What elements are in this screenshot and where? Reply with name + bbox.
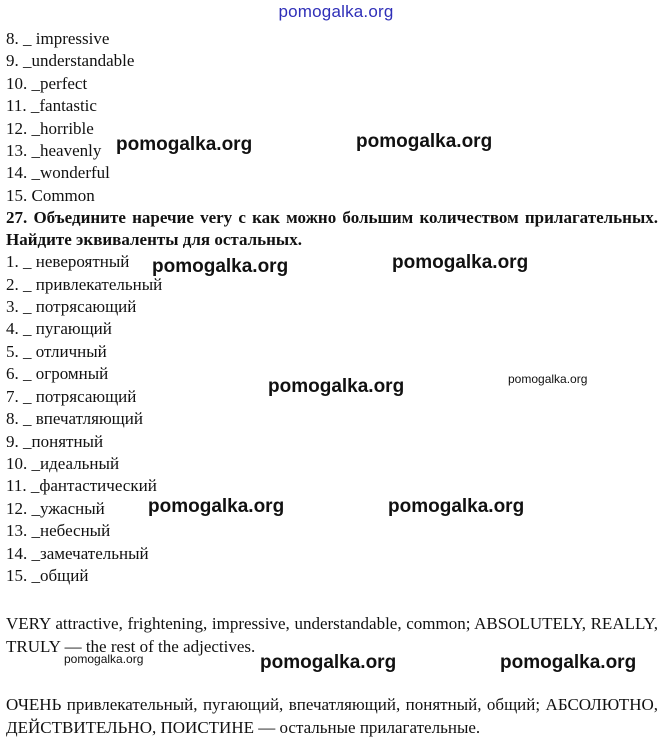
list-item: 9. _understandable — [6, 51, 135, 71]
list-item: 8. _ impressive — [6, 29, 110, 48]
list-item: 15. Common — [6, 185, 95, 205]
task-heading: 27. Объедините наречие very с как можно большим количеством прилагательных. Найдите эквиваленты для остальных. — [6, 208, 658, 250]
list-item: 3. _ потрясающий — [6, 297, 137, 317]
list-item: 6. _ огромный — [6, 364, 109, 384]
watermark: pomogalka.org — [508, 372, 588, 386]
list-item: 15. _общий — [6, 565, 89, 585]
spacer — [6, 587, 658, 613]
list-item: 13. _небесный — [6, 521, 111, 541]
list-item: 8. _ впечатляющий — [6, 409, 143, 429]
header-watermark: pomogalka.org — [278, 2, 394, 21]
list-item: 10. _идеальный — [6, 453, 120, 473]
list-item: 2. _ привлекательный — [6, 274, 163, 294]
watermark: pomogalka.org — [356, 131, 493, 152]
list-item: 5. _ отличный — [6, 341, 107, 361]
list-item: 7. _ потрясающий — [6, 386, 137, 406]
list-item: 13. _heavenly — [6, 141, 102, 161]
watermark: pomogalka.org — [392, 252, 529, 273]
adjective-list-russian — [6, 251, 658, 587]
list-item: 10. _perfect — [6, 73, 88, 93]
list-item: 12. _horrible — [6, 118, 94, 138]
list-item: 12. _ужасный — [6, 498, 105, 518]
watermark: pomogalka.org — [260, 652, 397, 673]
list-item: 14. _замечательный — [6, 543, 149, 563]
list-item: 11. _фантастический — [6, 476, 157, 496]
watermark: pomogalka.org — [64, 652, 144, 666]
list-item: 1. _ невероятный — [6, 252, 130, 272]
adjective-list-english — [6, 28, 658, 207]
watermark: pomogalka.org — [152, 256, 289, 277]
list-item: 9. _понятный — [6, 431, 104, 451]
watermark: pomogalka.org — [388, 496, 525, 517]
list-item: 4. _ пугающий — [6, 319, 112, 339]
watermark: pomogalka.org — [116, 134, 253, 155]
watermark: pomogalka.org — [500, 652, 637, 673]
list-item: 11. _fantastic — [6, 96, 97, 116]
answer-russian: ОЧЕНЬ привлекательный, пугающий, впечатляющий, понятный, общий; АБСОЛЮТНО, ДЕЙСТВИТЕЛЬНО, ПОИСТИНЕ — остальные прилагательные. — [6, 695, 658, 737]
watermark: pomogalka.org — [148, 496, 285, 517]
list-item: 14. _wonderful — [6, 163, 110, 183]
watermark: pomogalka.org — [268, 376, 405, 397]
answer-english: VERY attractive, frightening, impressive, understandable, common; ABSOLUTELY, REALLY, TRULY — the rest of the adjectives. — [6, 614, 658, 656]
